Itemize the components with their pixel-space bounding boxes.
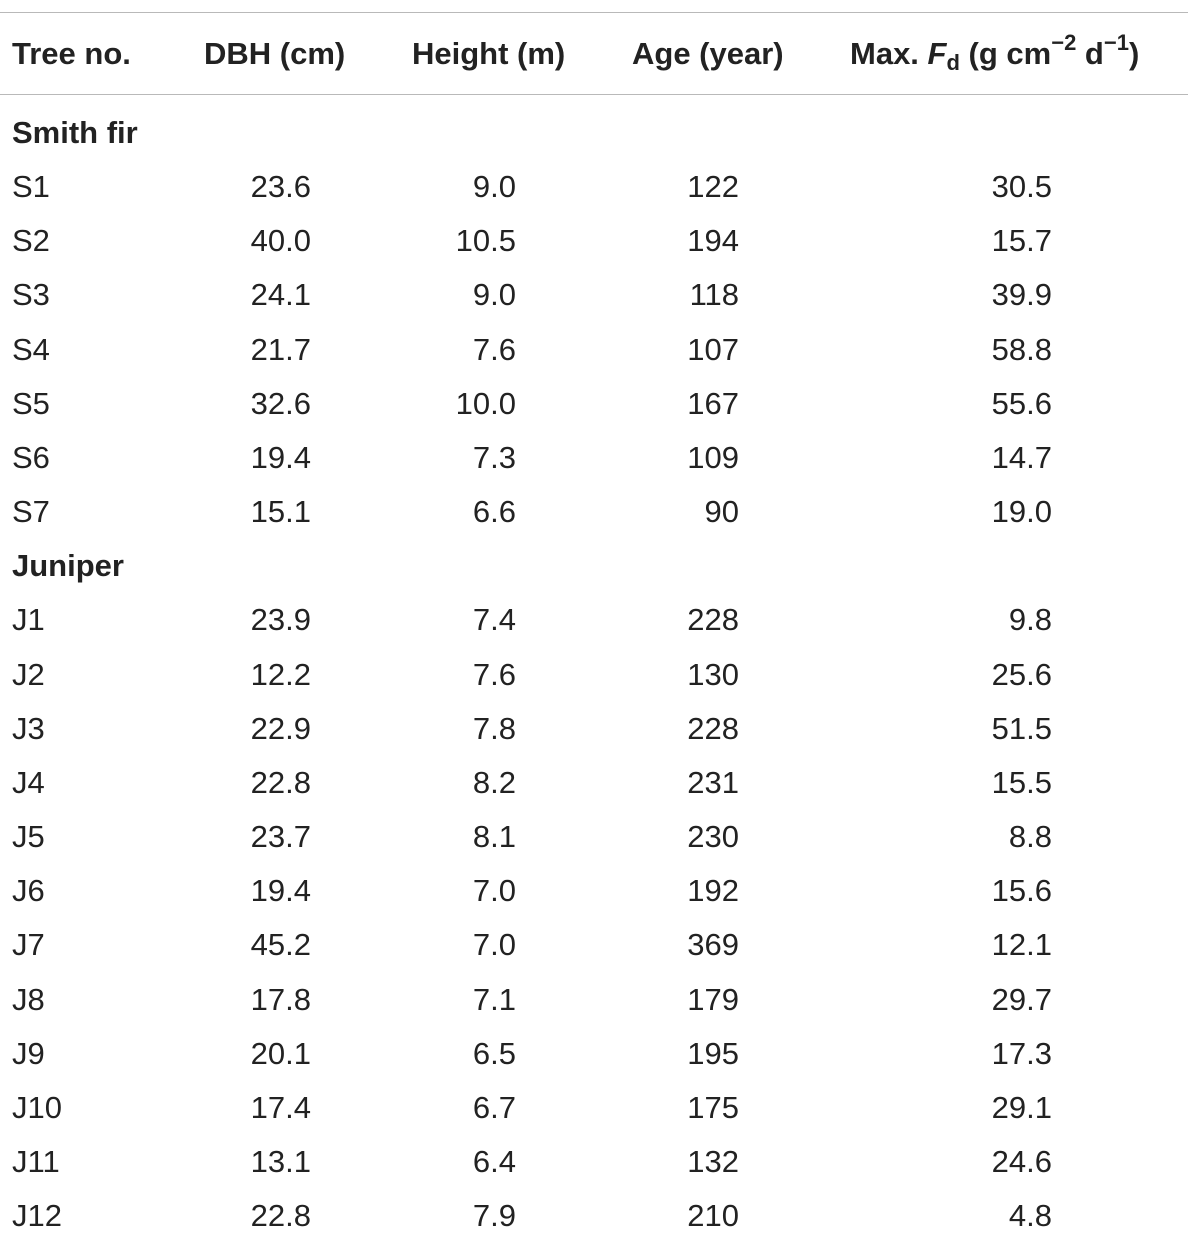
cell-maxfd: 8.8 <box>1008 819 1052 855</box>
header-max-fd-subscript: d <box>946 50 960 75</box>
cell-height: 7.6 <box>472 656 516 692</box>
cell-age: 107 <box>687 331 739 367</box>
cell-dbh: 45.2 <box>250 927 311 963</box>
table-row <box>0 431 1200 485</box>
cell-maxfd: 24.6 <box>991 1144 1052 1180</box>
cell-dbh: 15.1 <box>250 494 311 530</box>
cell-tree: J7 <box>12 927 45 963</box>
cell-height: 7.8 <box>472 710 516 746</box>
cell-height: 10.0 <box>455 385 516 421</box>
cell-dbh: 19.4 <box>250 873 311 909</box>
table-row <box>0 214 1200 268</box>
cell-dbh: 17.4 <box>250 1090 311 1125</box>
header-max-fd-unit-b: d <box>1076 36 1104 71</box>
cell-height: 7.0 <box>472 873 516 909</box>
group-title: Juniper <box>12 548 124 584</box>
header-max-fd-close: ) <box>1128 36 1140 71</box>
cell-maxfd: 29.7 <box>991 981 1052 1017</box>
cell-age: 194 <box>687 223 739 259</box>
cell-tree: S6 <box>12 439 50 475</box>
cell-age: 132 <box>687 1144 739 1180</box>
cell-age: 231 <box>687 764 739 800</box>
cell-height: 6.5 <box>472 1035 516 1071</box>
cell-maxfd: 58.8 <box>991 331 1052 367</box>
table-row <box>0 377 1200 431</box>
cell-dbh: 17.8 <box>250 981 311 1017</box>
cell-dbh: 40.0 <box>250 223 311 259</box>
header-height: Height (m) <box>412 36 566 71</box>
table-row <box>0 593 1200 647</box>
table-header-row <box>0 12 1200 94</box>
cell-dbh: 22.8 <box>250 1198 311 1234</box>
cell-tree: J10 <box>12 1090 62 1125</box>
table-row <box>0 973 1200 1027</box>
header-dbh: DBH (cm) <box>204 36 346 71</box>
cell-age: 179 <box>687 981 739 1017</box>
cell-height: 9.0 <box>472 277 516 313</box>
cell-age: 167 <box>687 385 739 421</box>
cell-height: 6.7 <box>472 1090 516 1125</box>
group-title: Smith fir <box>12 115 138 150</box>
cell-height: 8.2 <box>472 764 516 800</box>
cell-maxfd: 30.5 <box>991 169 1052 204</box>
cell-tree: J2 <box>12 656 45 692</box>
cell-height: 7.4 <box>472 602 516 638</box>
cell-height: 10.5 <box>455 223 516 259</box>
cell-age: 122 <box>687 169 739 204</box>
table-row <box>0 648 1200 702</box>
cell-dbh: 12.2 <box>250 656 311 692</box>
table-row <box>0 810 1200 864</box>
table-header-rule <box>0 94 1188 95</box>
cell-age: 90 <box>704 494 739 530</box>
table-row <box>0 864 1200 918</box>
cell-tree: S1 <box>12 169 50 204</box>
table-row <box>0 268 1200 322</box>
table-row <box>0 1081 1200 1135</box>
cell-tree: J6 <box>12 873 45 909</box>
cell-dbh: 23.7 <box>250 819 311 855</box>
table-row <box>0 323 1200 377</box>
cell-age: 109 <box>687 439 739 475</box>
cell-maxfd: 19.0 <box>991 494 1052 530</box>
cell-tree: J5 <box>12 819 45 855</box>
cell-age: 195 <box>687 1035 739 1071</box>
table-row <box>0 918 1200 972</box>
cell-age: 130 <box>687 656 739 692</box>
cell-maxfd: 4.8 <box>1008 1198 1052 1234</box>
cell-height: 6.4 <box>472 1144 516 1180</box>
cell-tree: J8 <box>12 981 45 1017</box>
cell-age: 175 <box>687 1090 739 1125</box>
header-tree-no: Tree no. <box>12 36 131 71</box>
cell-maxfd: 51.5 <box>991 710 1052 746</box>
cell-age: 118 <box>689 277 739 313</box>
cell-height: 7.1 <box>472 981 516 1017</box>
cell-height: 7.9 <box>472 1198 516 1234</box>
header-max-fd-sup-b: −1 <box>1103 30 1129 55</box>
cell-dbh: 23.9 <box>250 602 311 638</box>
cell-dbh: 20.1 <box>250 1035 311 1071</box>
cell-maxfd: 25.6 <box>991 656 1052 692</box>
table-row <box>0 1189 1200 1243</box>
cell-height: 8.1 <box>472 819 516 855</box>
cell-age: 228 <box>687 602 739 638</box>
table-row <box>0 1027 1200 1081</box>
cell-tree: S3 <box>12 277 50 313</box>
cell-height: 7.0 <box>472 927 516 963</box>
cell-maxfd: 15.5 <box>991 764 1052 800</box>
table-row <box>0 702 1200 756</box>
cell-maxfd: 17.3 <box>991 1035 1052 1071</box>
cell-tree: S5 <box>12 385 50 421</box>
cell-maxfd: 39.9 <box>991 277 1052 313</box>
cell-age: 230 <box>687 819 739 855</box>
cell-height: 6.6 <box>472 494 516 530</box>
cell-age: 228 <box>687 710 739 746</box>
header-max-fd-sup-a: −2 <box>1051 30 1077 55</box>
header-age: Age (year) <box>632 36 784 71</box>
cell-dbh: 19.4 <box>250 439 311 475</box>
cell-maxfd: 55.6 <box>991 385 1052 421</box>
cell-tree: S2 <box>12 223 50 259</box>
cell-maxfd: 14.7 <box>991 439 1052 475</box>
cell-tree: J12 <box>12 1198 62 1234</box>
cell-maxfd: 29.1 <box>991 1090 1052 1125</box>
table-row <box>0 160 1200 214</box>
cell-maxfd: 15.7 <box>991 223 1052 259</box>
header-max-fd-unit-a: (g cm <box>959 36 1052 71</box>
cell-dbh: 32.6 <box>250 385 311 421</box>
table-body <box>0 106 1200 1244</box>
cell-height: 9.0 <box>472 169 516 204</box>
table-row <box>0 485 1200 539</box>
cell-tree: J1 <box>12 602 45 638</box>
cell-tree: J11 <box>12 1144 60 1180</box>
cell-dbh: 22.9 <box>250 710 311 746</box>
cell-maxfd: 15.6 <box>991 873 1052 909</box>
cell-tree: J9 <box>12 1035 45 1071</box>
cell-tree: S4 <box>12 331 50 367</box>
cell-dbh: 13.1 <box>250 1144 311 1180</box>
header-max-fd-symbol: F <box>927 36 947 71</box>
cell-dbh: 22.8 <box>250 764 311 800</box>
cell-tree: J3 <box>12 710 45 746</box>
cell-age: 192 <box>687 873 739 909</box>
cell-height: 7.6 <box>472 331 516 367</box>
cell-dbh: 23.6 <box>250 169 311 204</box>
cell-maxfd: 12.1 <box>991 927 1052 963</box>
cell-dbh: 24.1 <box>250 277 311 313</box>
cell-tree: S7 <box>12 494 50 530</box>
cell-age: 369 <box>687 927 739 963</box>
cell-age: 210 <box>687 1198 739 1234</box>
cell-dbh: 21.7 <box>250 331 311 367</box>
cell-maxfd: 9.8 <box>1008 602 1052 638</box>
table-row <box>0 1135 1200 1189</box>
cell-height: 7.3 <box>472 439 516 475</box>
header-max-fd-prefix: Max. <box>850 36 928 71</box>
cell-tree: J4 <box>12 764 45 800</box>
table-row <box>0 756 1200 810</box>
header-max-fd <box>850 30 1140 75</box>
